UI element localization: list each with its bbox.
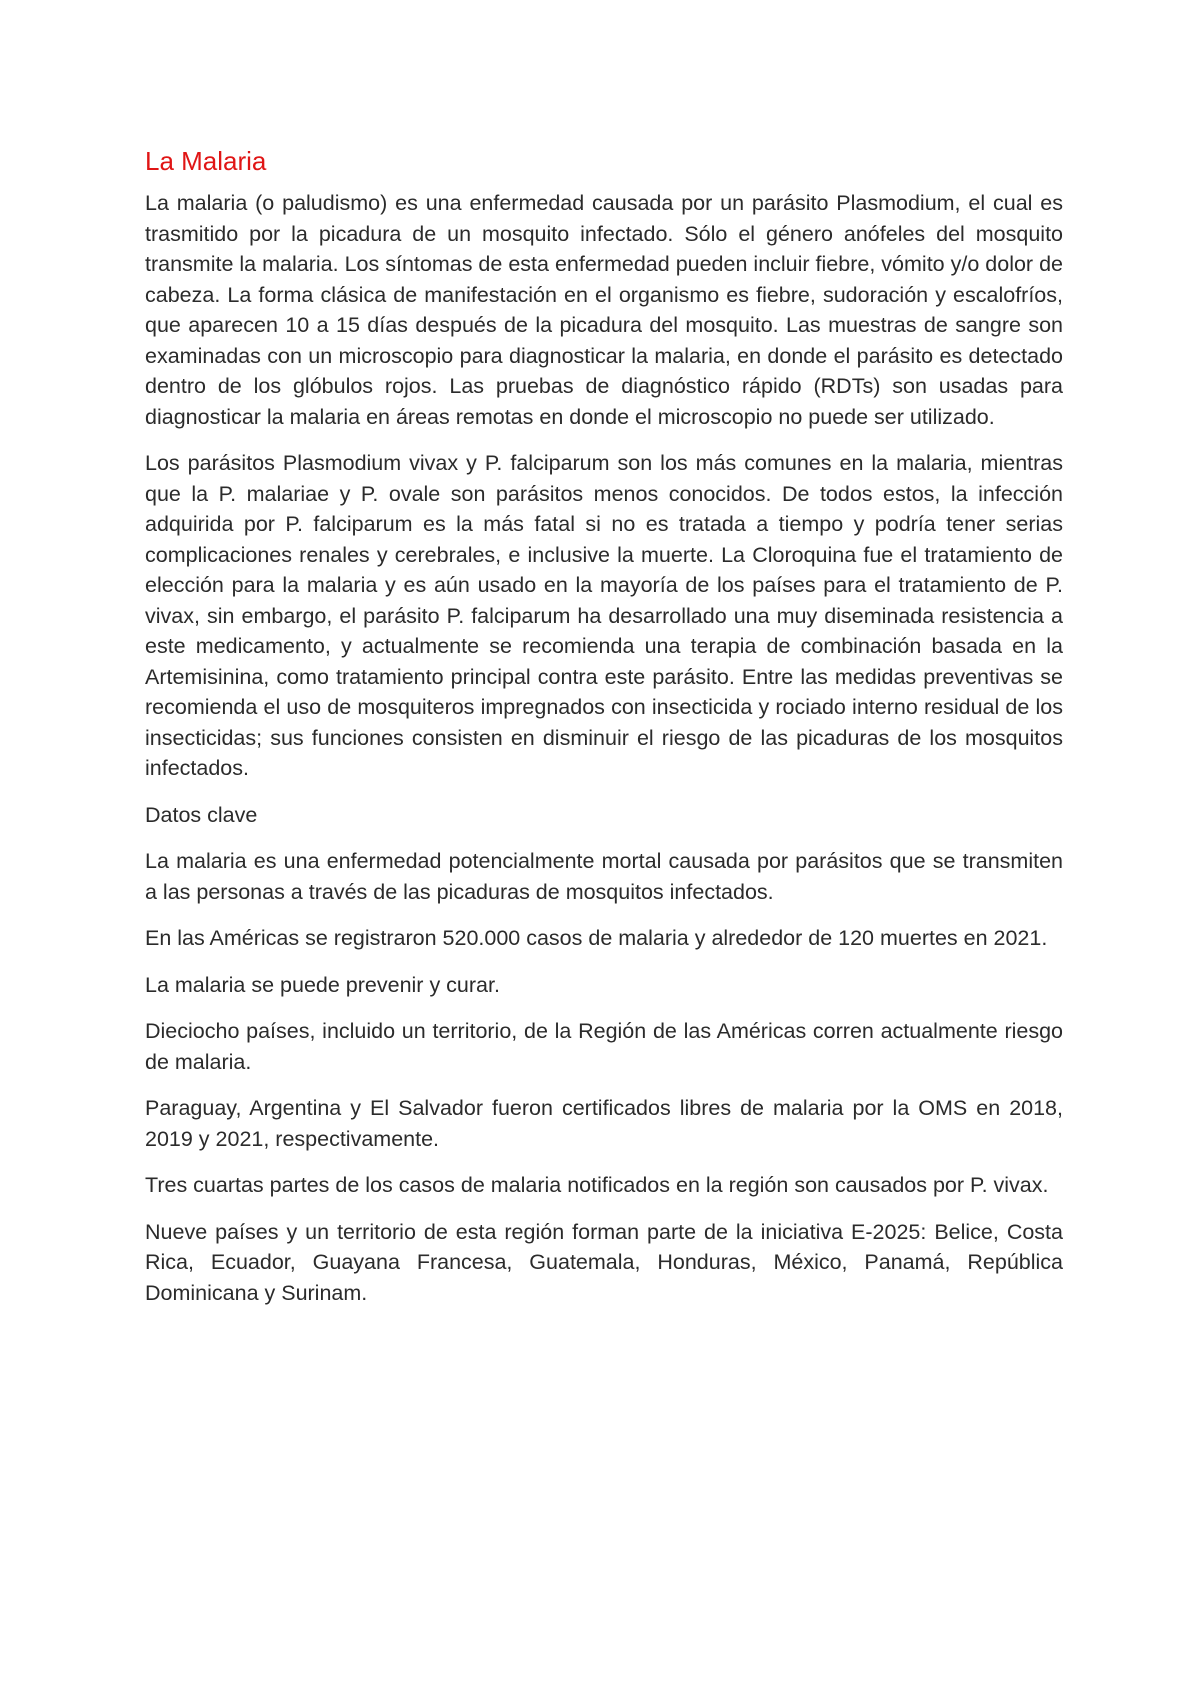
parasites-paragraph: Los parásitos Plasmodium vivax y P. falciparum son los más comunes en la malaria, mientras que la P. malariae y P. ovale son parásitos menos conocidos. De todos estos, la infección adquirida por P. falciparum es la más fatal si no es tratada a tiempo y podría tener serias complicaciones renales y cerebrales, e inclusive la muerte. La Cloroquina fue el tratamiento de elección para la malaria y es aún usado en la mayoría de los países para el tratamiento de P. vivax, sin embargo, el parásito P. falciparum ha desarrollado una muy diseminada resistencia a este medicamento, y actualmente se recomienda una terapia de combinación basada en la Artemisinina, como tratamiento principal contra este parásito. Entre las medidas preventivas se recomienda el uso de mosquiteros impregnados con insecticida y rociado interno residual de los insecticidas; sus funciones consisten en disminuir el riesgo de las picaduras de los mosquitos infectados. xyxy=(145,451,1063,780)
intro-paragraph: La malaria (o paludismo) es una enfermedad causada por un parásito Plasmodium, el cual es trasmitido por la picadura de un mosquito infectado. Sólo el género anófeles del mosquito transmite la malaria. Los síntomas de esta enfermedad pueden incluir fiebre, vómito y/o dolor de cabeza. La forma clásica de manifestación en el organismo es fiebre, sudoración y escalofríos, que aparecen 10 a 15 días después de la picadura del mosquito. Las muestras de sangre son examinadas con un microscopio para diagnosticar la malaria, en donde el parásito es detectado dentro de los glóbulos rojos. Las pruebas de diagnóstico rápido (RDTs) son usadas para diagnosticar la malaria en áreas remotas en donde el microscopio no puede ser utilizado. xyxy=(145,191,1063,429)
key-fact-item: Paraguay, Argentina y El Salvador fueron certificados libres de malaria por la OMS en 2018, 2019 y 2021, respectivamente. xyxy=(145,1096,1063,1151)
document-title: La Malaria xyxy=(145,146,267,176)
document-body xyxy=(145,144,1063,1324)
key-fact-item: La malaria es una enfermedad potencialmente mortal causada por parásitos que se transmiten a las personas a través de las picaduras de mosquitos infectados. xyxy=(145,849,1063,904)
key-facts-heading: Datos clave xyxy=(145,802,258,827)
key-fact-item: Dieciocho países, incluido un territorio, de la Región de las Américas corren actualmente riesgo de malaria. xyxy=(145,1019,1063,1074)
key-fact-item: Tres cuartas partes de los casos de malaria notificados en la región son causados por P. vivax. xyxy=(145,1173,1049,1197)
key-fact-item: En las Américas se registraron 520.000 casos de malaria y alrededor de 120 muertes en 2021. xyxy=(145,926,1048,950)
key-fact-item: La malaria se puede prevenir y curar. xyxy=(145,972,500,997)
key-fact-item: Nueve países y un territorio de esta región forman parte de la iniciativa E-2025: Belice, Costa Rica, Ecuador, Guayana Francesa, Guatemala, Honduras, México, Panamá, República Dominicana y Surinam. xyxy=(145,1219,1063,1305)
